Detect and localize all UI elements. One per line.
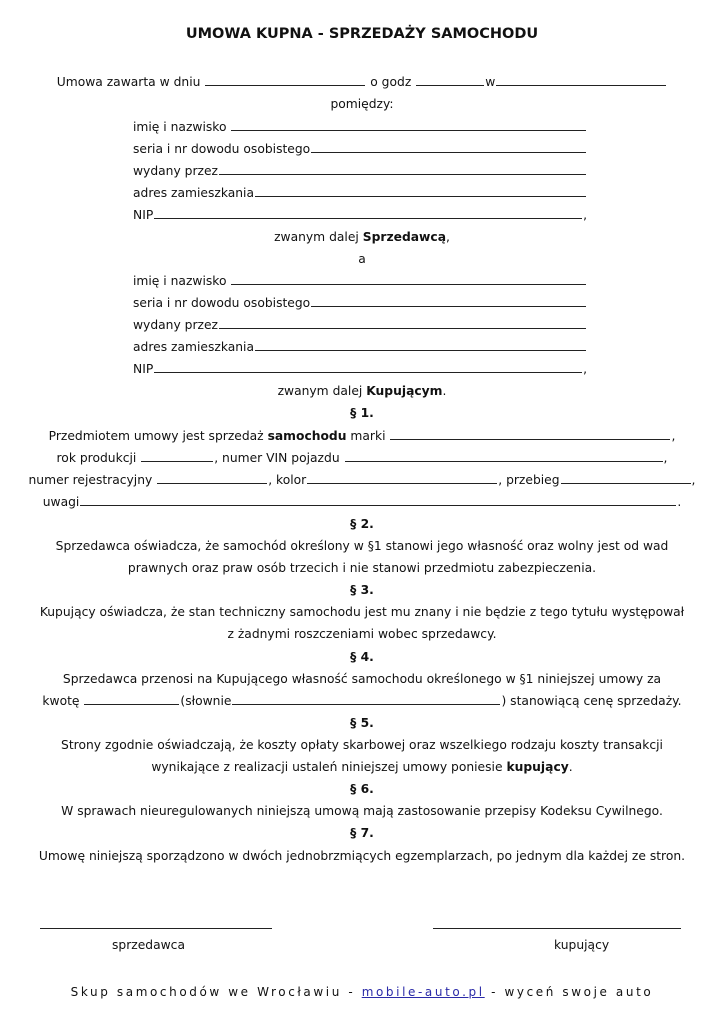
buyer-nip-blank[interactable]	[154, 358, 582, 373]
time-label: o godz	[370, 75, 412, 89]
buyer-address-row	[133, 336, 587, 358]
notes-blank[interactable]	[80, 491, 676, 506]
text: numer rejestracyjny	[28, 473, 153, 487]
s6-line-1: W sprawach nieuregulowanych niniejszą umową mają zastosowanie przepisy Kodeksu Cywilnego.	[61, 804, 663, 818]
seller-id-row	[133, 138, 587, 160]
field-label: NIP	[133, 208, 154, 222]
text-bold: samochodu	[267, 429, 347, 443]
vin-blank[interactable]	[345, 447, 663, 462]
seller-issued-row	[133, 160, 587, 182]
time-blank[interactable]	[416, 71, 484, 86]
text: , numer VIN pojazdu	[214, 451, 340, 465]
footer	[0, 982, 724, 1002]
make-blank[interactable]	[390, 425, 670, 440]
field-label: wydany przez	[133, 164, 218, 178]
footer-link[interactable]: mobile-auto.pl	[361, 985, 485, 999]
s3-line-1: Kupujący oświadcza, że stan techniczny samochodu jest mu znany i nie będzie z tego tytułu występował	[39, 605, 685, 619]
text: ) stanowiącą cenę sprzedaży.	[501, 694, 682, 708]
buyer-signature-line[interactable]	[433, 928, 681, 929]
seller-name-row	[133, 116, 587, 138]
section-1-heading: § 1.	[350, 406, 374, 420]
text: marki	[350, 429, 386, 443]
s2-line-1: Sprzedawca oświadcza, że samochód określony w §1 stanowi jego własność oraz wolny jest od wad	[55, 539, 669, 553]
s4-line-1: Sprzedawca przenosi na Kupującego własność samochodu określonego w §1 niniejszej umowy za	[62, 672, 662, 686]
buyer-term: Kupującym	[366, 384, 443, 398]
text: uwagi	[42, 495, 80, 509]
color-blank[interactable]	[307, 469, 497, 484]
registration-blank[interactable]	[157, 469, 267, 484]
s5-line-1: Strony zgodnie oświadczają, że koszty opłaty skarbowej oraz wszelkiego rodzaju koszty transakcji	[61, 738, 663, 752]
s2-line-2: prawnych oraz praw osób trzecich i nie stanowi przedmiotu zabezpieczenia.	[127, 561, 597, 575]
buyer-name-blank[interactable]	[231, 270, 586, 285]
buyer-address-blank[interactable]	[255, 336, 586, 351]
designation-text: zwanym dalej	[277, 384, 363, 398]
punct: ,	[446, 230, 450, 244]
comma: ,	[691, 473, 696, 487]
footer-text: - wyceń swoje auto	[491, 985, 654, 999]
section-6-heading: § 6.	[350, 782, 374, 796]
seller-nip-row	[133, 204, 587, 226]
text: , kolor	[268, 473, 307, 487]
price-words-blank[interactable]	[232, 690, 500, 705]
period: .	[677, 495, 682, 509]
buyer-name-row	[133, 270, 587, 292]
field-label: imię i nazwisko	[133, 120, 227, 134]
intro-line	[0, 71, 724, 93]
text: , przebieg	[498, 473, 560, 487]
s4-line-2	[0, 690, 724, 712]
field-label: wydany przez	[133, 318, 218, 332]
s1-line-3	[0, 469, 724, 491]
section-3-heading: § 3.	[350, 583, 374, 597]
seller-term: Sprzedawcą	[362, 230, 447, 244]
text: rok produkcji	[56, 451, 137, 465]
seller-id-blank[interactable]	[311, 138, 586, 153]
comma: ,	[583, 208, 587, 222]
seller-nip-blank[interactable]	[154, 204, 582, 219]
seller-signature-label: sprzedawca	[112, 938, 185, 952]
buyer-id-row	[133, 292, 587, 314]
place-label: w	[485, 75, 496, 89]
seller-address-row	[133, 182, 587, 204]
s1-line-1	[0, 425, 724, 447]
seller-signature-line[interactable]	[40, 928, 272, 929]
s1-line-4	[0, 491, 724, 513]
between-label: pomiędzy:	[330, 97, 394, 111]
section-2-heading: § 2.	[350, 517, 374, 531]
field-label: seria i nr dowodu osobistego	[133, 296, 311, 310]
punct: .	[442, 384, 447, 398]
comma: ,	[663, 451, 668, 465]
s1-line-2	[0, 447, 724, 469]
mileage-blank[interactable]	[561, 469, 691, 484]
year-blank[interactable]	[141, 447, 213, 462]
text: kwotę	[42, 694, 80, 708]
seller-name-blank[interactable]	[231, 116, 586, 131]
comma: ,	[671, 429, 676, 443]
s3-line-2: z żadnymi roszczeniami wobec sprzedawcy.	[227, 627, 497, 641]
field-label: imię i nazwisko	[133, 274, 227, 288]
buyer-signature-label: kupujący	[554, 938, 610, 952]
buyer-designation	[0, 380, 724, 402]
comma: ,	[583, 362, 587, 376]
section-4-heading: § 4.	[350, 650, 374, 664]
text-bold: kupujący	[506, 760, 569, 774]
and-label: a	[358, 252, 366, 266]
place-blank[interactable]	[496, 71, 666, 86]
s5-line-2	[0, 756, 724, 778]
section-5-heading: § 5.	[350, 716, 374, 730]
buyer-issued-row	[133, 314, 587, 336]
text: (słownie	[180, 694, 232, 708]
field-label: adres zamieszkania	[133, 186, 255, 200]
seller-address-blank[interactable]	[255, 182, 586, 197]
field-label: seria i nr dowodu osobistego	[133, 142, 311, 156]
buyer-issued-blank[interactable]	[219, 314, 586, 329]
designation-text: zwanym dalej	[274, 230, 359, 244]
section-7-heading: § 7.	[350, 826, 374, 840]
buyer-id-blank[interactable]	[311, 292, 586, 307]
intro-text: Umowa zawarta w dniu	[56, 75, 201, 89]
text: Przedmiotem umowy jest sprzedaż	[48, 429, 264, 443]
document-title: UMOWA KUPNA - SPRZEDAŻY SAMOCHODU	[185, 26, 539, 42]
seller-designation	[0, 226, 724, 248]
seller-issued-blank[interactable]	[219, 160, 586, 175]
period: .	[568, 760, 573, 774]
buyer-nip-row	[133, 358, 587, 380]
footer-text: Skup samochodów we Wrocławiu -	[70, 985, 356, 999]
price-blank[interactable]	[84, 690, 179, 705]
text: wynikające z realizacji ustaleń niniejszej umowy poniesie	[151, 760, 503, 774]
s7-line-1: Umowę niniejszą sporządzono w dwóch jednobrzmiących egzemplarzach, po jednym dla każdej ze stron.	[38, 849, 686, 863]
field-label: NIP	[133, 362, 154, 376]
date-blank[interactable]	[205, 71, 365, 86]
field-label: adres zamieszkania	[133, 340, 255, 354]
